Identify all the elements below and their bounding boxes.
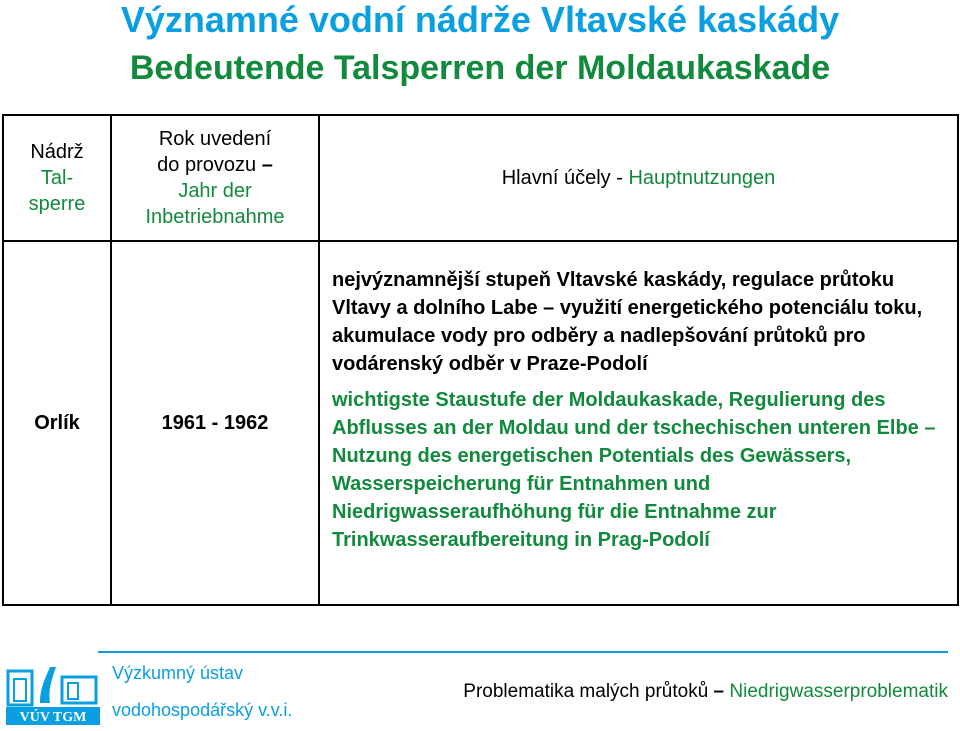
footer-topic-cz: Problematika malých průtoků	[463, 681, 709, 702]
header-reservoir-de-1: Tal-	[40, 167, 74, 189]
institute-name-line2: vodohospodářský v.v.i.	[112, 700, 293, 720]
reservoir-purpose	[319, 241, 958, 605]
institute-name-line1: Výzkumný ústav	[112, 663, 244, 683]
vuv-tgm-logo-icon	[6, 657, 100, 725]
header-year-de-1: Jahr der	[178, 180, 252, 202]
reservoir-year: 1961 - 1962	[111, 241, 319, 605]
purpose-text-czech: nejvýznamnější stupeň Vltavské kaskády, regulace průtoku Vltavy a dolního Labe – využití energetického potenciálu toku, akumulace vody pro odběry a nadlepšování průtoků pro vodárenský odběr v Praze-Podolí	[332, 269, 923, 375]
header-reservoir-cz: Nádrž	[30, 141, 84, 163]
header-year	[111, 115, 319, 241]
footer-topic-de: Niedrigwasserproblematik	[729, 681, 948, 702]
header-reservoir	[3, 115, 111, 241]
footer-divider	[98, 651, 948, 653]
logo-text: VÚV TGM	[19, 710, 87, 725]
footer-topic-dash: –	[713, 681, 725, 702]
page-title-german: Bedeutende Talsperren der Moldaukaskade	[129, 49, 831, 87]
header-purpose-cz: Hlavní účely -	[501, 167, 623, 189]
header-year-dash: –	[261, 154, 273, 176]
reservoir-table	[2, 114, 959, 606]
header-purpose	[319, 115, 958, 241]
header-year-de-2: Inbetriebnahme	[145, 206, 285, 228]
header-purpose-de: Hauptnutzungen	[628, 167, 776, 189]
reservoir-name: Orlík	[3, 241, 111, 605]
footer-topic	[463, 681, 948, 703]
header-year-cz-2: do provozu	[157, 154, 257, 176]
header-year-cz-1: Rok uvedení	[158, 128, 272, 150]
table-row	[3, 241, 958, 605]
header-reservoir-de-2: sperre	[28, 193, 86, 215]
header-year-cz-2-line	[112, 152, 318, 178]
page-title-czech: Významné vodní nádrže Vltavské kaskády	[120, 0, 840, 40]
purpose-text-german: wichtigste Staustufe der Moldaukaskade, Regulierung des Abflusses an der Moldau und der tschechischen unteren Elbe – Nutzung des energetischen Potentials des Gewässers, Wasserspeicherung für Entnahmen und Niedrigwasseraufhöhung für die Entnahme zur Trinkwasseraufbereitung in Prag-Podolí	[332, 389, 936, 551]
table-header-row	[3, 115, 958, 241]
